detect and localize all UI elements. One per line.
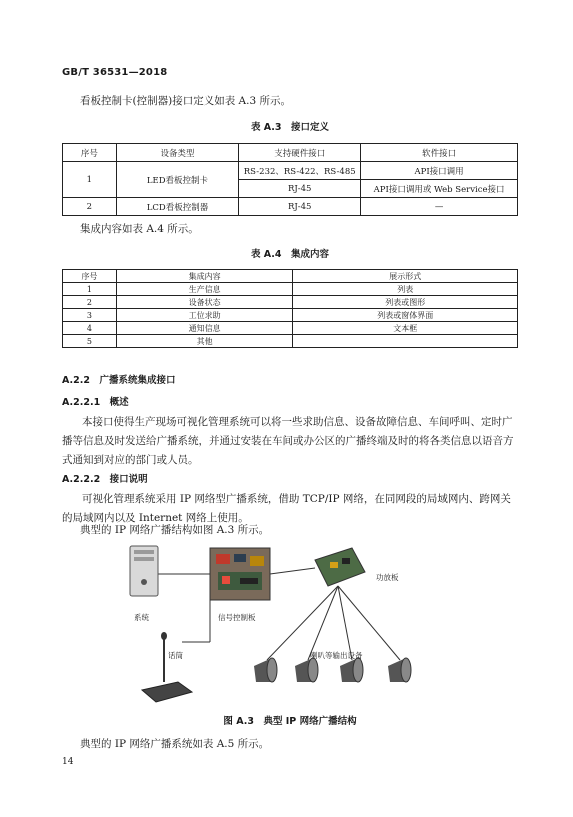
speaker-link-line bbox=[338, 586, 400, 660]
table-a3-caption: 表 A.3 接口定义 bbox=[250, 122, 330, 133]
table-cell: 5 bbox=[63, 335, 117, 348]
table-a4-header: 序号 bbox=[63, 270, 117, 283]
horn-speaker-icon bbox=[340, 658, 363, 682]
table-cell: 3 bbox=[63, 309, 117, 322]
horn-speaker-icon bbox=[254, 658, 277, 682]
server-icon bbox=[130, 546, 158, 596]
table-cell: 2 bbox=[63, 296, 117, 309]
table-a3-header: 设备类型 bbox=[116, 144, 239, 162]
table-a4-caption: 表 A.4 集成内容 bbox=[250, 249, 330, 260]
speaker-link-line bbox=[308, 586, 338, 660]
table-cell: 2 bbox=[63, 198, 117, 216]
table-cell: — bbox=[361, 198, 518, 216]
figure-a3-caption: 图 A.3 典型 IP 网络广播结构 bbox=[223, 716, 357, 727]
horn-speaker-icon bbox=[388, 658, 411, 682]
table-cell: RJ-45 bbox=[239, 180, 361, 198]
table-cell: LED看板控制卡 bbox=[116, 162, 239, 198]
server-label: 系统 bbox=[134, 613, 149, 622]
mic-label: 话筒 bbox=[168, 651, 183, 660]
table-cell: 列表或窗体界面 bbox=[293, 309, 518, 322]
connection-lines bbox=[158, 568, 400, 660]
table-a3-header: 支持硬件接口 bbox=[239, 144, 361, 162]
intro-a3: 看板控制卡(控制器)接口定义如表 A.3 所示。 bbox=[80, 95, 291, 107]
table-cell bbox=[293, 335, 518, 348]
page-number: 14 bbox=[62, 757, 74, 767]
table-row bbox=[63, 309, 518, 322]
amplifier-label: 功放板 bbox=[376, 573, 399, 582]
table-cell: 列表 bbox=[293, 283, 518, 296]
figure-a3 bbox=[120, 542, 460, 712]
table-row bbox=[63, 198, 518, 216]
table-cell: LCD看板控制器 bbox=[116, 198, 239, 216]
horn-speaker-icon bbox=[295, 658, 318, 682]
network-diagram bbox=[120, 542, 460, 712]
table-cell: 其他 bbox=[116, 335, 293, 348]
controller-link-line bbox=[270, 568, 315, 574]
paragraph-a222: 可视化管理系统采用 IP 网络型广播系统，借助 TCP/IP 网络，在同网段的局域网内、跨网关的局域网内以及 Internet 网络上使用。 bbox=[62, 493, 511, 524]
amplifier-board-icon bbox=[315, 548, 365, 586]
table-a3-header-row bbox=[63, 144, 518, 162]
table-cell: 列表或图形 bbox=[293, 296, 518, 309]
speakers-label: 喇叭等输出设备 bbox=[310, 651, 363, 660]
table-cell: RS-232、RS-422、RS-485 bbox=[239, 162, 361, 180]
table-a3-header: 软件接口 bbox=[361, 144, 518, 162]
table-a3-header: 序号 bbox=[63, 144, 117, 162]
table-cell: 1 bbox=[63, 162, 117, 198]
table-cell: 生产信息 bbox=[116, 283, 293, 296]
section-heading-a221: A.2.2.1 概述 bbox=[62, 397, 129, 408]
document-header: GB/T 36531—2018 bbox=[62, 67, 168, 78]
paragraph-a221: 本接口使得生产现场可视化管理系统可以将一些求助信息、设备故障信息、车间呼叫、定时广播等信息及时发送给广播系统，并通过安装在车间或办公区的广播终端及时的将各类信息以语音方式通知到对应的部门或人员。 bbox=[62, 416, 514, 466]
intro-a4: 集成内容如表 A.4 所示。 bbox=[80, 223, 199, 235]
table-a4-header: 集成内容 bbox=[116, 270, 293, 283]
section-heading-a222: A.2.2.2 接口说明 bbox=[62, 474, 148, 485]
figure-intro: 典型的 IP 网络广播结构如图 A.3 所示。 bbox=[80, 524, 270, 536]
table-cell: API接口调用 bbox=[361, 162, 518, 180]
table-a4-header: 展示形式 bbox=[293, 270, 518, 283]
speaker-link-line bbox=[267, 586, 338, 660]
section-heading-a22: A.2.2 广播系统集成接口 bbox=[62, 375, 176, 386]
table-cell: 工位求助 bbox=[116, 309, 293, 322]
table-cell: API接口调用或 Web Service接口 bbox=[361, 180, 518, 198]
table-cell: 4 bbox=[63, 322, 117, 335]
table-row bbox=[63, 335, 518, 348]
table-a3 bbox=[62, 143, 518, 216]
table-row bbox=[63, 322, 518, 335]
table-a4-header-row bbox=[63, 270, 518, 283]
table-row bbox=[63, 283, 518, 296]
controller-board-icon bbox=[210, 548, 270, 600]
speaker-link-line bbox=[338, 586, 352, 660]
table-cell: 1 bbox=[63, 283, 117, 296]
table-cell: 通知信息 bbox=[116, 322, 293, 335]
table-cell: RJ-45 bbox=[239, 198, 361, 216]
table-cell: 设备状态 bbox=[116, 296, 293, 309]
table-row bbox=[63, 296, 518, 309]
table-row bbox=[63, 162, 518, 180]
paragraph-a5: 典型的 IP 网络广播系统如表 A.5 所示。 bbox=[80, 738, 270, 750]
table-cell: 文本框 bbox=[293, 322, 518, 335]
controller-label: 信号控制板 bbox=[218, 613, 256, 622]
table-a4 bbox=[62, 269, 518, 348]
